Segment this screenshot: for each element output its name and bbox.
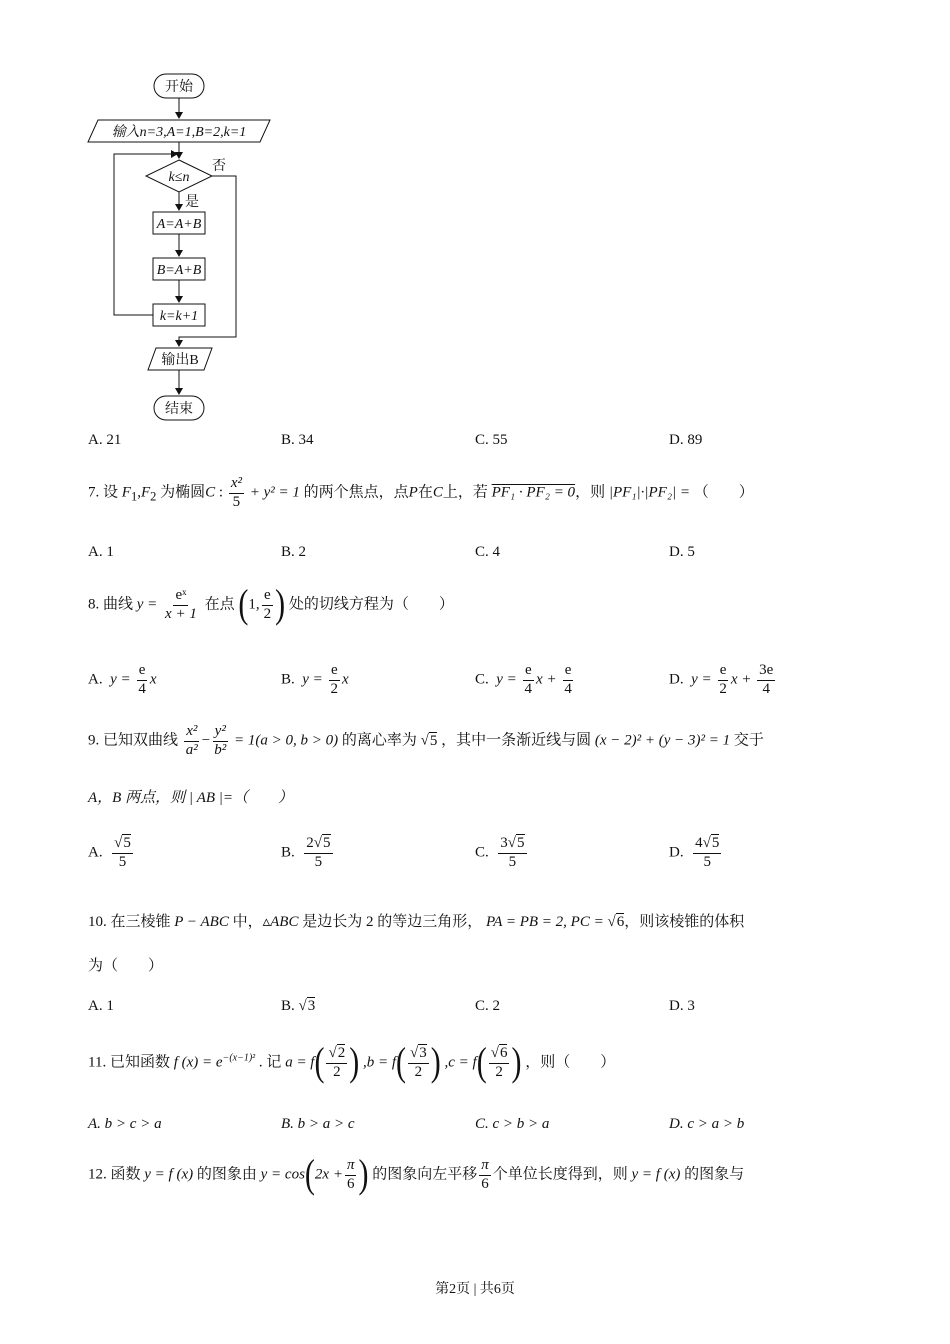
q10-pabc: P − ABC xyxy=(174,914,229,930)
q7-text1: 设 xyxy=(103,484,119,501)
q8-d-x: x + xyxy=(730,671,752,688)
q7-abs-expr: |PF₁|·|PF₂| = xyxy=(608,484,691,501)
q9-text1: 已知双曲线 xyxy=(103,732,179,749)
q9-frac1-den: a² xyxy=(185,741,198,758)
q12-yfx2: y = f (x) xyxy=(631,1166,681,1183)
q8-b-frac xyxy=(329,663,341,698)
q9-b-num: 2√5 xyxy=(304,836,332,854)
q11-c-num-val: 6 xyxy=(499,1045,508,1061)
q8-d-label: D. xyxy=(669,671,684,688)
q11-c-eq: ,c = f xyxy=(444,1054,477,1071)
q8-c-den: 4 xyxy=(524,680,533,697)
q10-line2: 为（ ） xyxy=(88,958,164,974)
q7-text6: ，则 xyxy=(575,484,606,501)
q11-c-rparen: ) xyxy=(511,1040,522,1085)
q8-option-d xyxy=(669,663,777,698)
q8-a-y: y = xyxy=(110,671,131,688)
q8-text3: 处的切线方程为（ ） xyxy=(288,596,454,613)
flow-end-text: 结束 xyxy=(165,402,193,417)
q12-text1: 函数 xyxy=(110,1166,141,1183)
q12-text3: 的图象向左平移 xyxy=(372,1166,478,1183)
q9-text2: 的离心率为 xyxy=(341,732,417,749)
q7-plus-y: + y² = 1 xyxy=(249,484,300,501)
q12-inner: 2x + xyxy=(314,1166,343,1183)
page-footer: 第2页 | 共6页 xyxy=(435,1282,515,1297)
q9-frac2-den: b² xyxy=(214,741,227,758)
flow-yes-label: 是 xyxy=(185,195,199,210)
q9-frac2 xyxy=(212,724,228,759)
q6-option-a: A. 21 xyxy=(88,432,122,448)
q12-number: 12. xyxy=(88,1166,107,1183)
q12-text2: 的图象由 xyxy=(196,1166,257,1183)
q9-d-num-val: 5 xyxy=(711,835,720,851)
q8-a-num: e xyxy=(137,663,148,681)
q9-b-coef: 2 xyxy=(306,835,314,851)
q7-c: C xyxy=(205,484,216,501)
q9-frac1-num: x² xyxy=(184,724,199,742)
q8-b-x: x xyxy=(342,671,349,688)
q9-line2: A，B 两点，则 | AB |=（ ） xyxy=(88,790,294,806)
q8-a-x: x xyxy=(149,671,157,688)
q12-frac2 xyxy=(479,1158,491,1193)
q11-a-den: 2 xyxy=(333,1063,341,1080)
q8-rparen: ) xyxy=(275,582,286,627)
q11-a-frac xyxy=(326,1046,347,1081)
q9-b-frac xyxy=(304,836,332,871)
q8-number: 8. xyxy=(88,596,100,613)
flow-input-text: 输入n=3,A=1,B=2,k=1 xyxy=(111,125,247,140)
q11-text1: 已知函数 xyxy=(109,1054,170,1071)
q10-cond: PA = PB = 2, PC = xyxy=(485,914,604,930)
q8-c-num2: e xyxy=(563,663,574,681)
q10-text3: 是边长为 2 的等边三角形， xyxy=(302,914,483,930)
q11-option-a: A. b > c > a xyxy=(88,1116,162,1132)
q11-text3: ，则（ ） xyxy=(525,1054,616,1071)
q11-a-eq: a = f xyxy=(285,1054,315,1071)
q9-c-label: C. xyxy=(475,844,489,861)
q11-option-d: D. c > a > b xyxy=(669,1116,745,1132)
q11-text2: . 记 xyxy=(258,1054,282,1071)
q11-fx: f (x) = e xyxy=(173,1054,223,1071)
q9-sqrt5: √5 xyxy=(420,732,438,749)
q8-pt-num: e xyxy=(262,588,273,606)
flow-start-text: 开始 xyxy=(165,80,193,95)
q10-sqrt6: √6 xyxy=(607,914,625,930)
q9-option-c xyxy=(475,836,529,871)
q8-frac xyxy=(163,588,199,623)
q10-sqrt6-val: 6 xyxy=(616,914,625,930)
q11-a-lparen: ( xyxy=(314,1040,325,1085)
q8-b-den: 2 xyxy=(330,680,339,697)
q9-d-den: 5 xyxy=(703,853,711,870)
q10-option-a: A. 1 xyxy=(88,998,114,1014)
q9-d-num: 4√5 xyxy=(693,836,721,854)
q9-a-num: √5 xyxy=(112,836,133,854)
flow-no-label: 否 xyxy=(212,159,226,174)
q8-c-frac xyxy=(523,663,535,698)
q10-text1: 在三棱锥 xyxy=(110,914,171,930)
q7-frac xyxy=(229,476,244,511)
q8-a-label: A. xyxy=(88,671,103,688)
q11-c-frac xyxy=(489,1046,510,1081)
q9-d-frac xyxy=(693,836,721,871)
q12-yfx: y = f (x) xyxy=(144,1166,194,1183)
q10-stem xyxy=(88,910,744,931)
q8-d-num2: 3e xyxy=(757,663,775,681)
q7-comma: , xyxy=(137,484,141,501)
q8-pt-frac xyxy=(262,588,274,623)
q8-text2: 在点 xyxy=(204,596,235,613)
q11-number: 11. xyxy=(88,1054,107,1071)
q12-ycos: y = cos xyxy=(260,1166,305,1183)
q8-c-frac2 xyxy=(562,663,574,698)
q9-text4: 交于 xyxy=(733,732,764,749)
q11-a-num: √2 xyxy=(326,1046,347,1064)
q9-c-num: 3√5 xyxy=(498,836,526,854)
q10-option-c: C. 2 xyxy=(475,998,501,1014)
q8-b-y: y = xyxy=(302,671,323,688)
q8-c-den2: 4 xyxy=(564,680,572,697)
q11-a-num-val: 2 xyxy=(337,1045,346,1061)
q9-a-label: A. xyxy=(88,844,103,861)
q10-tri: ▵ABC xyxy=(262,914,299,930)
q7-frac-den: 5 xyxy=(232,493,241,510)
q8-option-c xyxy=(475,663,576,698)
q9-b-label: B. xyxy=(281,844,295,861)
q12-text5: 的图象与 xyxy=(684,1166,745,1183)
flow-step2-text: B=A+B xyxy=(156,263,202,278)
q8-d-num: e xyxy=(718,663,729,681)
q7-f2: F xyxy=(140,484,151,501)
q11-b-num-val: 3 xyxy=(419,1045,427,1061)
q8-c-num: e xyxy=(523,663,534,681)
q9-a-frac xyxy=(112,836,133,871)
q10-option-d: D. 3 xyxy=(669,998,695,1014)
q10-text4: ，则该棱锥的体积 xyxy=(624,914,745,930)
q9-frac2-num: y² xyxy=(213,724,228,742)
q9-stem xyxy=(88,724,764,759)
q9-sqrt5-val: 5 xyxy=(429,732,438,749)
q11-b-num: √3 xyxy=(408,1046,429,1064)
q7-f2-sub: 2 xyxy=(150,489,157,504)
flow-decision-text: k≤n xyxy=(168,170,190,185)
q9-frac1 xyxy=(184,724,200,759)
q9-c-den: 5 xyxy=(508,853,517,870)
q9-text3: ，其中一条渐近线与圆 xyxy=(441,732,592,749)
q7-vector-expr: PF₁ · PF₂ = 0 xyxy=(491,484,576,501)
q7-text3: 的两个焦点，点 xyxy=(303,484,409,501)
q9-option-a xyxy=(88,836,135,871)
q11-stem xyxy=(88,1040,616,1085)
q10-option-b: B. √3 xyxy=(281,998,316,1014)
q8-pt-1: 1, xyxy=(248,596,260,613)
q8-frac-den: x + 1 xyxy=(165,605,197,622)
q7-number: 7. xyxy=(88,484,100,501)
q11-c-lparen: ( xyxy=(476,1040,487,1085)
q8-d-den: 2 xyxy=(719,680,727,697)
q7-text4: 在 xyxy=(417,484,433,501)
q8-b-num: e xyxy=(329,663,340,681)
q6-option-b: B. 34 xyxy=(281,432,314,448)
q9-b-den: 5 xyxy=(314,853,323,870)
q8-c-x: x + xyxy=(536,671,557,688)
q8-d-frac2 xyxy=(757,663,775,698)
q6-option-c: C. 55 xyxy=(475,432,508,448)
q9-circle: (x − 2)² + (y − 3)² = 1 xyxy=(594,732,731,749)
flowchart xyxy=(0,0,300,430)
q10-b-sqrt: 3 xyxy=(307,998,316,1014)
q11-c-num: √6 xyxy=(489,1046,510,1064)
q9-d-coef: 4 xyxy=(695,835,703,851)
q9-eq: = 1(a > 0, b > 0) xyxy=(233,732,339,749)
q11-b-frac xyxy=(408,1046,429,1081)
q7-f1: F xyxy=(121,484,131,501)
q7-stem xyxy=(88,476,754,511)
q6-option-d: D. 89 xyxy=(669,432,703,448)
q12-text4: 个单位长度得到，则 xyxy=(492,1166,628,1183)
q7-option-c: C. 4 xyxy=(475,544,501,560)
q11-exp: −(x−1)² xyxy=(222,1052,256,1064)
flow-step3-text: k=k+1 xyxy=(159,309,199,324)
q7-colon: : xyxy=(215,484,224,501)
q11-b-den: 2 xyxy=(414,1063,423,1080)
q9-c-num-val: 5 xyxy=(517,835,525,851)
q10-number: 10. xyxy=(88,914,107,930)
q8-d-frac xyxy=(717,663,729,698)
q8-frac-num: eˣ xyxy=(173,588,188,606)
q7-option-d: D. 5 xyxy=(669,544,695,560)
q8-a-den: 4 xyxy=(138,680,146,697)
q12-frac xyxy=(345,1158,357,1193)
q10-text2: 中， xyxy=(232,914,263,930)
q8-pt-den: 2 xyxy=(263,605,272,622)
q7-text5: 上，若 xyxy=(442,484,488,501)
q12-pi-num2: π xyxy=(479,1158,491,1176)
q9-number: 9. xyxy=(88,732,100,749)
q12-pi-den2: 6 xyxy=(481,1175,489,1192)
q12-lparen: ( xyxy=(304,1152,315,1197)
q11-a-rparen: ) xyxy=(349,1040,360,1085)
q12-pi-den: 6 xyxy=(346,1175,355,1192)
q7-f1-sub: 1 xyxy=(130,489,138,504)
q8-y: y = xyxy=(136,596,158,613)
q9-a-den: 5 xyxy=(118,853,127,870)
q12-stem xyxy=(88,1152,745,1197)
q9-option-d xyxy=(669,836,723,871)
q7-frac-num: x² xyxy=(229,476,244,494)
q7-text2: 为椭圆 xyxy=(160,484,206,501)
q9-option-b xyxy=(281,836,335,871)
q11-b-lparen: ( xyxy=(396,1040,407,1085)
q11-b-eq: ,b = f xyxy=(362,1054,397,1071)
q10-b-label: B. xyxy=(281,998,295,1014)
q8-text1: 曲线 xyxy=(103,596,134,613)
q11-b-rparen: ) xyxy=(430,1040,441,1085)
q8-stem xyxy=(88,582,454,627)
flow-step1-text: A=A+B xyxy=(156,217,202,232)
q7-paren: （ ） xyxy=(693,484,754,501)
q9-a-num-val: 5 xyxy=(123,835,131,851)
q11-option-b: B. b > a > c xyxy=(281,1116,355,1132)
q9-d-label: D. xyxy=(669,844,684,861)
q7-option-b: B. 2 xyxy=(281,544,307,560)
q12-rparen: ) xyxy=(358,1152,369,1197)
q7-p: P xyxy=(408,484,418,501)
q11-option-c: C. c > b > a xyxy=(475,1116,550,1132)
q8-b-label: B. xyxy=(281,671,295,688)
q7-option-a: A. 1 xyxy=(88,544,114,560)
q8-d-den2: 4 xyxy=(762,680,770,697)
q12-pi-num: π xyxy=(345,1158,357,1176)
q9-b-num-val: 5 xyxy=(323,835,331,851)
q9-c-coef: 3 xyxy=(500,835,508,851)
q11-c-den: 2 xyxy=(495,1063,503,1080)
q8-lparen: ( xyxy=(238,582,249,627)
q8-c-y: y = xyxy=(496,671,517,688)
q8-d-y: y = xyxy=(691,671,712,688)
q8-c-label: C. xyxy=(475,671,489,688)
q9-c-frac xyxy=(498,836,526,871)
q8-option-b xyxy=(281,663,349,698)
q9-minus: − xyxy=(201,732,211,749)
q8-a-frac xyxy=(136,663,148,698)
q8-option-a xyxy=(88,663,157,698)
q7-c2: C xyxy=(432,484,443,501)
flow-output-text: 输出B xyxy=(161,353,199,368)
